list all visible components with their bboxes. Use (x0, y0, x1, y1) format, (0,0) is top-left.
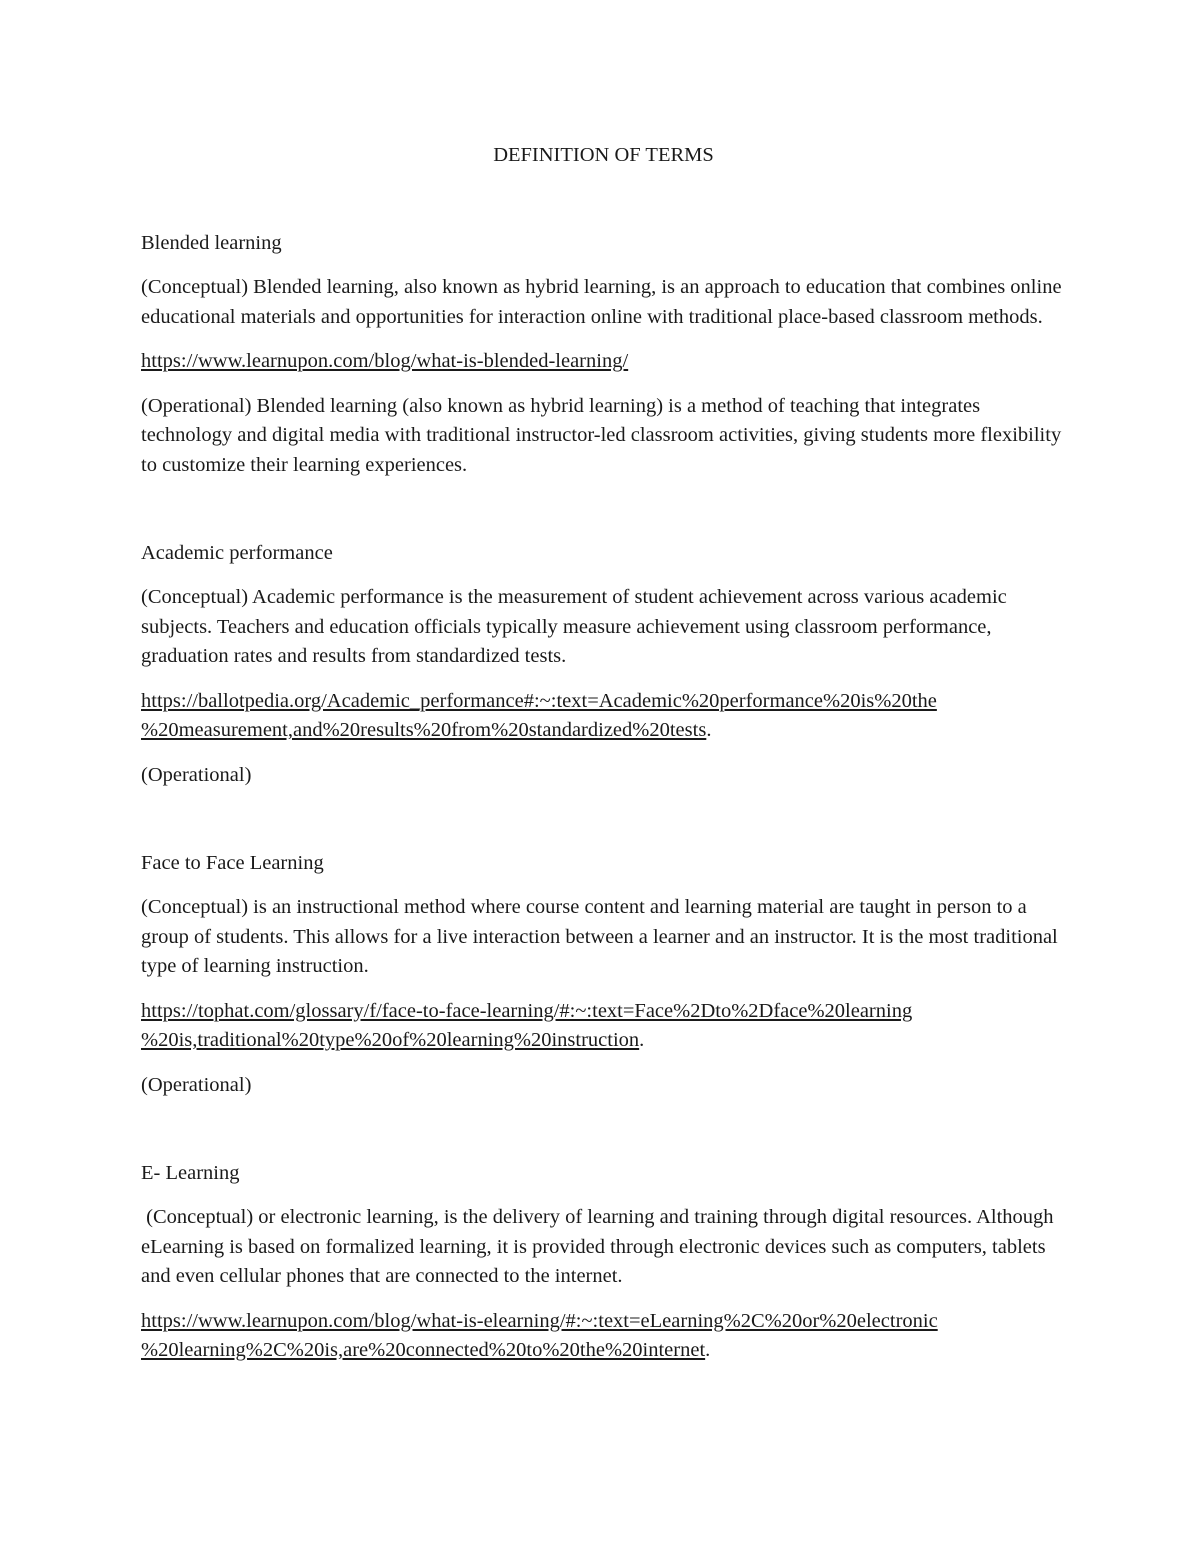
section-blended-learning (141, 229, 1066, 480)
source-link[interactable]: https://www.learnupon.com/blog/what-is-blended-learning/ (141, 350, 629, 372)
source-link[interactable] (141, 1000, 912, 1052)
section-heading: Academic performance (141, 542, 333, 564)
link-period: . (639, 1029, 645, 1051)
section-heading: E- Learning (141, 1162, 240, 1184)
section-e-learning (141, 1159, 1066, 1366)
source-link-paragraph (141, 687, 1066, 746)
source-link-line-1: https://ballotpedia.org/Academic_performance#:~:text=Academic%20performance%20is%20the (141, 689, 937, 712)
document-page (141, 141, 1066, 1366)
operational-definition: (Operational) (141, 1073, 252, 1096)
source-link-line-1: https://www.learnupon.com/blog/what-is-elearning/#:~:text=eLearning%2C%20or%20electronic (141, 1309, 938, 1332)
source-link-line-2: %20is,traditional%20type%20of%20learning%20instruction (141, 1029, 640, 1051)
document-title: DEFINITION OF TERMS (493, 144, 714, 166)
source-link-paragraph (141, 347, 1066, 377)
source-link[interactable] (141, 690, 937, 742)
source-link-paragraph (141, 997, 1066, 1056)
conceptual-definition: (Conceptual) or electronic learning, is the delivery of learning and training through digital resources. Although eLearning is based on formalized learning, it is provided through electronic devices such as computers, tablets and even cellular phones that are connected to the internet. (141, 1206, 1059, 1287)
link-period: . (706, 719, 712, 741)
source-link[interactable] (141, 1310, 938, 1362)
operational-definition: (Operational) Blended learning (also known as hybrid learning) is a method of teaching that integrates technology and digital media with traditional instructor-led classroom activities, giving students more flexibility to customize their learning experiences. (141, 394, 1062, 476)
link-period: . (705, 1339, 711, 1361)
section-heading: Face to Face Learning (141, 852, 324, 874)
section-face-to-face-learning (141, 849, 1066, 1100)
section-heading: Blended learning (141, 232, 282, 254)
source-link-line-1: https://tophat.com/glossary/f/face-to-face-learning/#:~:text=Face%2Dto%2Dface%20learning (141, 999, 913, 1022)
section-academic-performance (141, 539, 1066, 790)
conceptual-definition: (Conceptual) Blended learning, also known as hybrid learning, is an approach to education that combines online educational materials and opportunities for interaction online with traditional place-based classroom methods. (141, 276, 1062, 328)
conceptual-definition: (Conceptual) Academic performance is the measurement of student achievement across various academic subjects. Teachers and education officials typically measure achievement using classroom performance, graduation rates and results from standardized tests. (141, 586, 1007, 667)
source-link-paragraph (141, 1307, 1066, 1366)
operational-definition: (Operational) (141, 763, 252, 786)
conceptual-definition: (Conceptual) is an instructional method where course content and learning material are taught in person to a group of students. This allows for a live interaction between a learner and an instructor. It is the most traditional type of learning instruction. (141, 896, 1058, 977)
source-link-line-2: %20measurement,and%20results%20from%20standardized%20tests (141, 719, 707, 741)
source-link-line-2: %20learning%2C%20is,are%20connected%20to%20the%20internet (141, 1339, 706, 1361)
